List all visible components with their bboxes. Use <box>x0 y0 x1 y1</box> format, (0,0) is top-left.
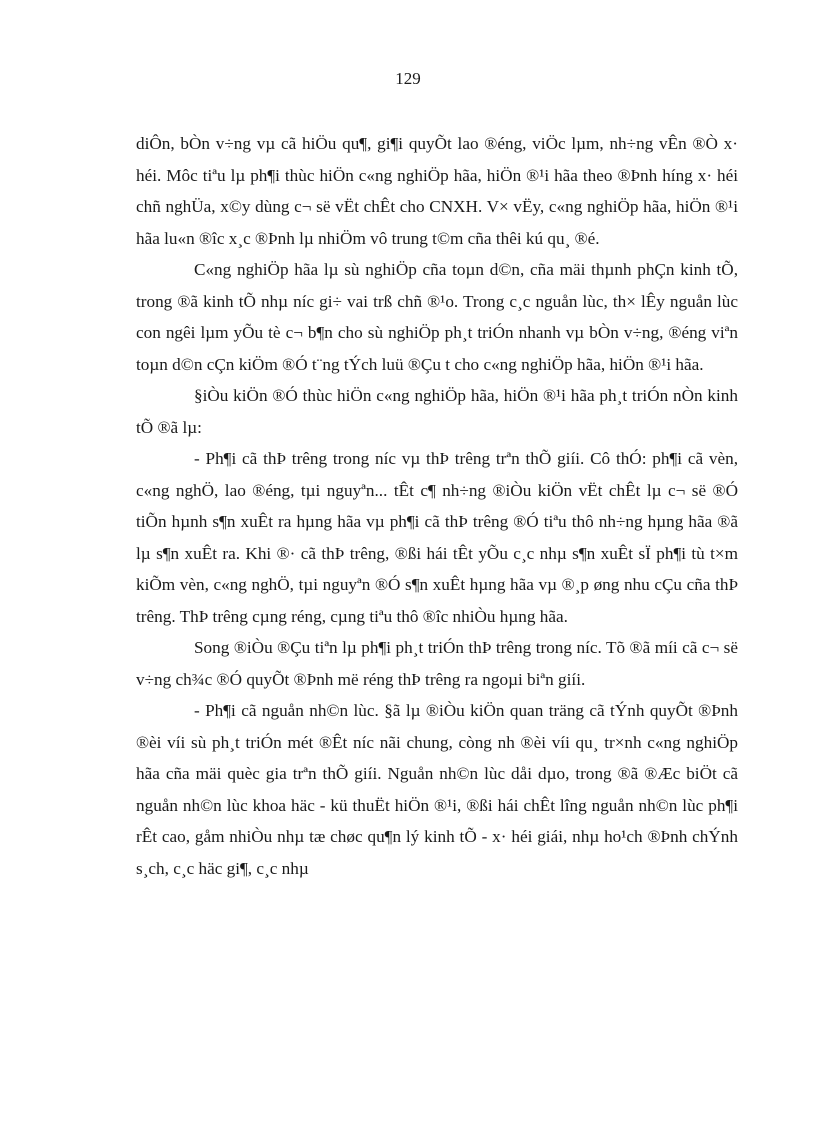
page-number: 129 <box>395 69 421 88</box>
paragraph-4: - Ph¶i cã thÞ trêng trong níc vµ thÞ trêng trªn thÕ giíi. Cô thÓ: ph¶i cã vèn, c«ng nghÖ, lao ®éng, tµi nguyªn... tÊt c¶ nh÷ng ®iÒu kiÖn vËt chÊt lµ c¬ së ®Ó tiÕn hµnh s¶n xuÊt ra hµng hãa vµ ph¶i cã thÞ trêng ®Ó tiªu thô nh÷ng hµng hãa ®ã lµ s¶n xuÊt ra. Khi ®· cã thÞ trêng, ®ßi hái tÊt yÕu c¸c nhµ s¶n xuÊt sÏ ph¶i tù t×m kiÕm vèn, c«ng nghÖ, tµi nguyªn ®Ó s¶n xuÊt hµng hãa vµ ®¸p øng nhu cÇu cña thÞ trêng. ThÞ trêng cµng réng, cµng tiªu thô ®îc nhiÒu hµng hãa. <box>136 449 738 626</box>
paragraph-2: C«ng nghiÖp hãa lµ sù nghiÖp cña toµn d©n, cña mäi thµnh phÇn kinh tÕ, trong ®ã kinh tÕ nhµ níc gi÷ vai trß chñ ®¹o. Trong c¸c nguån lùc, th× lÊy nguån lùc con ngêi lµm yÕu tè c¬ b¶n cho sù nghiÖp ph¸t triÓn nhanh vµ bÒn v÷ng, ®éng viªn toµn d©n cÇn kiÖm ®Ó t¨ng tÝch luü ®Çu t cho c«ng nghiÖp hãa, hiÖn ®¹i hãa. <box>136 260 738 374</box>
paragraph-3: §iÒu kiÖn ®Ó thùc hiÖn c«ng nghiÖp hãa, hiÖn ®¹i hãa ph¸t triÓn nÒn kinh tÕ ®ã lµ: <box>136 386 738 437</box>
body-text <box>136 128 738 884</box>
paragraph-6: - Ph¶i cã nguån nh©n lùc. §ã lµ ®iÒu kiÖn quan träng cã tÝnh quyÕt ®Þnh ®èi víi sù ph¸t triÓn mét ®Êt níc nãi chung, còng nh ®èi víi qu¸ tr×nh c«ng nghiÖp hãa cña mäi quèc gia trªn thÕ giíi. Nguån nh©n lùc dåi dµo, trong ®ã ®Æc biÖt cã nguån nh©n lùc khoa häc - kü thuËt hiÖn ®¹i, ®ßi hái chÊt lîng nguån nh©n lùc ph¶i rÊt cao, gåm nhiÒu nhµ tæ chøc qu¶n lý kinh tÕ - x· héi giái, nhµ ho¹ch ®Þnh chÝnh s¸ch, c¸c häc gi¶, c¸c nhµ <box>136 701 738 878</box>
paragraph-1: diÔn, bÒn v÷ng vµ cã hiÖu qu¶, gi¶i quyÕt lao ®éng, viÖc lµm, nh÷ng vÊn ®Ò x· héi. Môc tiªu lµ ph¶i thùc hiÖn c«ng nghiÖp hãa, hiÖn ®¹i hãa theo ®Þnh híng x· héi chñ nghÜa, x©y dùng c¬ së vËt chÊt cho CNXH. V× vËy, c«ng nghiÖp hãa, hiÖn ®¹i hãa lu«n ®îc x¸c ®Þnh lµ nhiÖm vô trung t©m cña thêi kú qu¸ ®é. <box>136 134 738 248</box>
paragraph-5: Song ®iÒu ®Çu tiªn lµ ph¶i ph¸t triÓn thÞ trêng trong níc. Tõ ®ã míi cã c¬ së v÷ng ch¾c ®Ó quyÕt ®Þnh më réng thÞ trêng ra ngoµi biªn giíi. <box>136 638 738 689</box>
